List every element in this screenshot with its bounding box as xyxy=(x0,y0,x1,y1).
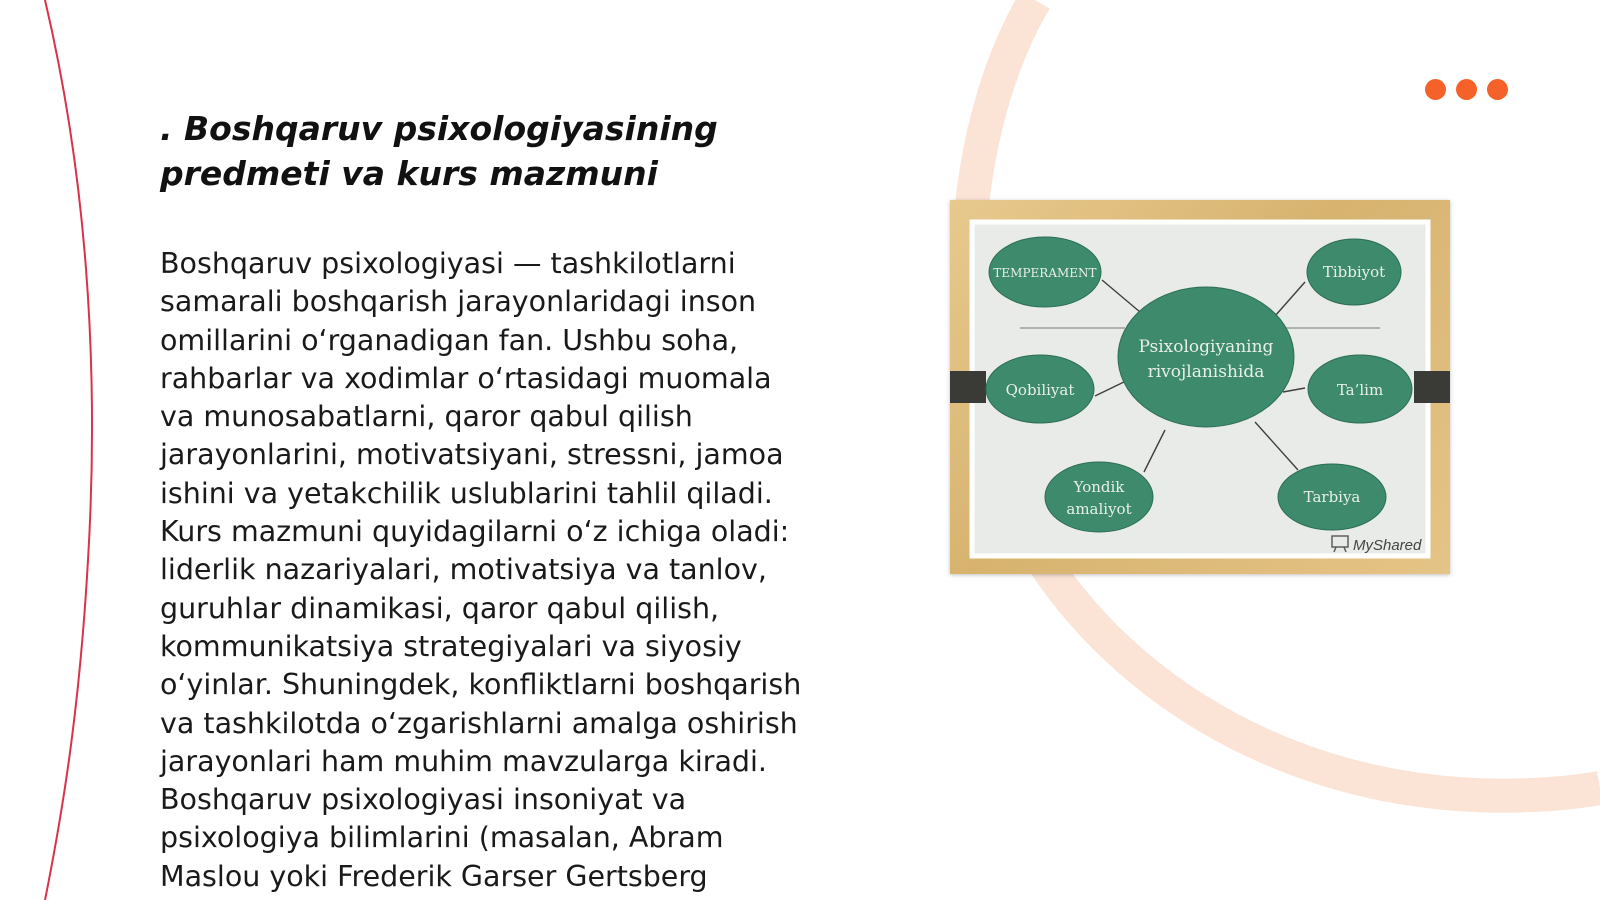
slide-title xyxy=(160,106,800,196)
node-yondik xyxy=(1045,462,1153,532)
left-red-curve xyxy=(45,0,92,900)
body-line: va tashkilotda o‘zgarishlarni amalga oshirish xyxy=(160,706,798,740)
slide-title-line-2: predmeti va kurs mazmuni xyxy=(160,154,658,193)
body-line: Boshqaruv psixologiyasi insoniyat va xyxy=(160,783,687,817)
body-line: ishini va yetakchilik uslublarini tahlil qiladi. xyxy=(160,476,773,510)
slide-title-line-1: . Boshqaruv psixologiyasining xyxy=(160,109,718,148)
body-line: guruhlar dinamikasi, qaror qabul qilish, xyxy=(160,591,720,625)
body-line: rahbarlar va xodimlar o‘rtasidagi muomala xyxy=(160,361,772,395)
slide-body-text xyxy=(160,245,850,896)
body-line: psixologiya bilimlarini (masalan, Abram xyxy=(160,821,724,855)
dot-1 xyxy=(1425,79,1446,100)
node-yondik-label-2: amaliyot xyxy=(1066,500,1132,518)
node-talim-label: Ta’lim xyxy=(1336,381,1384,399)
body-line: jarayonlari ham muhim mavzularga kiradi. xyxy=(160,744,767,778)
decorative-dots xyxy=(1425,79,1508,100)
node-temperament-label: TEMPERAMENT xyxy=(993,266,1097,280)
body-line: Boshqaruv psixologiyasi — tashkilotlarni xyxy=(160,247,736,280)
board-tab-right xyxy=(1414,371,1450,403)
body-line: samarali boshqarish jarayonlaridagi inson xyxy=(160,285,757,319)
dot-2 xyxy=(1456,79,1477,100)
body-line: o‘yinlar. Shuningdek, konfliktlarni boshqarish xyxy=(160,668,802,702)
body-line: Kurs mazmuni quyidagilarni o‘z ichiga oladi: xyxy=(160,515,790,549)
body-line: kommunikatsiya strategiyalari va siyosiy xyxy=(160,629,742,663)
body-line: omillarini o‘rganadigan fan. Ushbu soha, xyxy=(160,323,739,357)
body-line: Maslou yoki Frederik Garser Gertsberg xyxy=(160,859,708,893)
body-line: liderlik nazariyalari, motivatsiya va tanlov, xyxy=(160,553,767,587)
watermark-label: MyShared xyxy=(1353,537,1422,554)
node-center-label-2: rivojlanishida xyxy=(1147,362,1265,382)
diagram-svg xyxy=(950,200,1450,574)
node-center xyxy=(1118,287,1294,427)
node-tarbiya-label: Tarbiya xyxy=(1303,488,1361,506)
diagram-picture xyxy=(950,200,1450,574)
board-tab-left xyxy=(950,371,986,403)
node-tibbiyot-label: Tibbiyot xyxy=(1322,263,1386,281)
body-line: jarayonlarini, motivatsiyani, stressni, jamoa xyxy=(160,438,784,472)
node-center-label-1: Psixologiyaning xyxy=(1138,337,1274,357)
node-qobiliyat-label: Qobiliyat xyxy=(1005,381,1075,399)
node-yondik-label-1: Yondik xyxy=(1073,478,1125,496)
body-line: va munosabatlarni, qaror qabul qilish xyxy=(160,400,693,434)
dot-3 xyxy=(1487,79,1508,100)
